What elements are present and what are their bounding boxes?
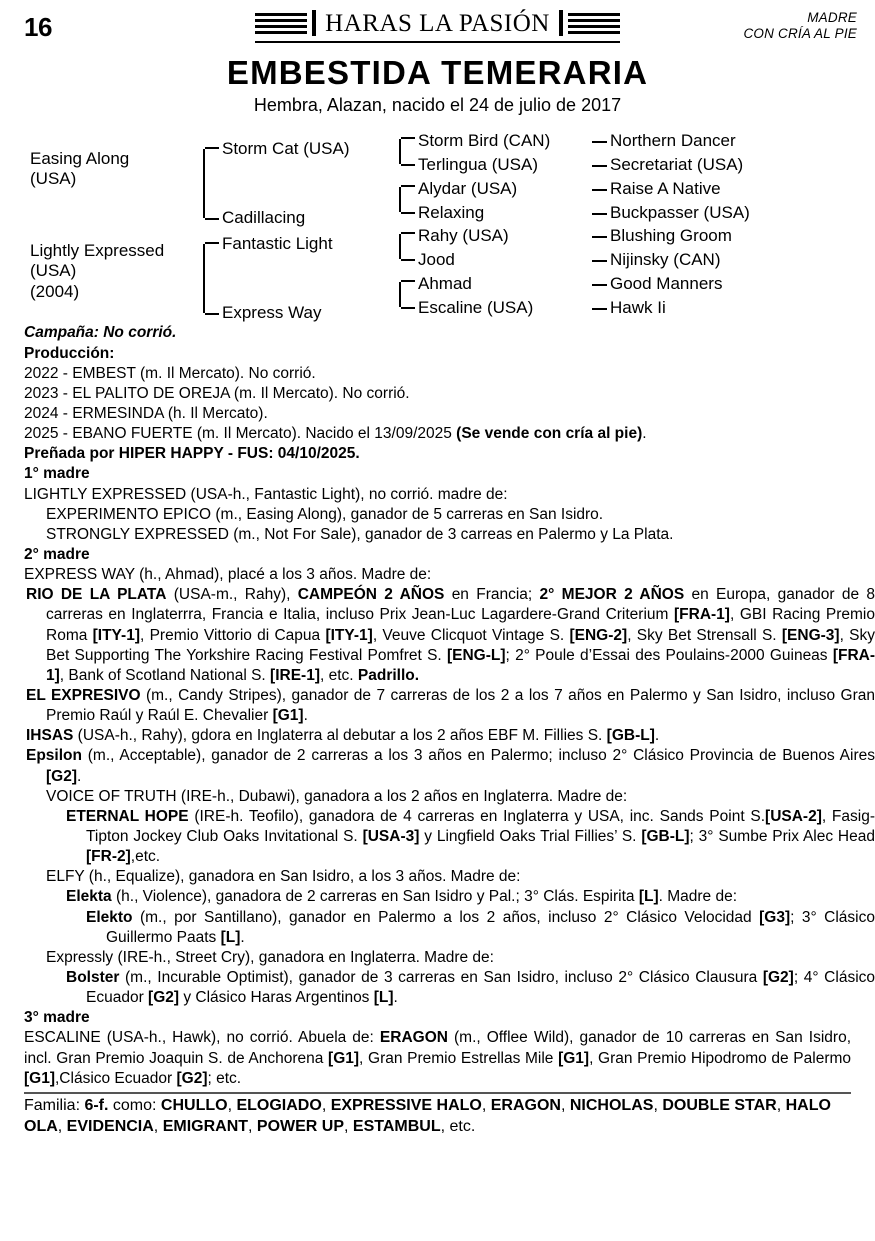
dam2-offspring-el-expresivo: EL EXPRESIVO (m., Candy Stripes), ganador de 7 carreras de los 2 a los 7 años en Palermo y San Isidro, incluso Gran Premio Raúl y Raúl E. Chevalier [G1]. xyxy=(26,686,875,725)
dash-g4-7 xyxy=(592,284,607,286)
lot-number: 16 xyxy=(24,12,52,42)
production-item-2025 xyxy=(0,424,875,444)
family-etc: , etc. xyxy=(440,1117,476,1135)
epsilon-name: Epsilon xyxy=(26,747,82,765)
family-name: ERAGON xyxy=(490,1096,561,1114)
dash-g4-1 xyxy=(592,141,607,143)
family-name: HALO OLA xyxy=(24,1096,831,1135)
bracket-dam xyxy=(203,244,205,313)
logo-vbar-left-icon xyxy=(312,10,316,36)
production-label: Producción: xyxy=(24,344,115,362)
expressly-offspring-bolster: Bolster (m., Incurable Optimist), ganador de 3 carreras en San Isidro, incluso 2° Clásico Clausura [G2]; 4° Clásico Ecuador [G2] y Clásico Haras Argentinos [L]. xyxy=(66,968,875,1007)
pedigree-g3-2: Terlingua (USA) xyxy=(418,155,538,175)
pedigree-g4-6: Nijinsky (CAN) xyxy=(610,250,721,270)
dam3-heading: 3° madre xyxy=(24,1009,90,1027)
pedigree-sire xyxy=(30,149,190,189)
pedigree-g3-7: Ahmad xyxy=(418,274,472,294)
pregnant-line: Preñada por HIPER HAPPY - FUS: 04/10/2025. xyxy=(24,445,360,463)
dam3-line: ESCALINE (USA-h., Hawk), no corrió. Abuela de: ERAGON (m., Offlee Wild), ganador de 10 carreras en San Isidro, incl. Gran Premio Joaquin S. de Anchorena [G1], Gran Premio Estrellas Mile [G1], Gran Premio Hipodromo de Palermo [G1],Clásico Ecuador [G2]; etc. xyxy=(24,1029,852,1087)
family-divider xyxy=(24,1092,851,1094)
pedigree-dam-origin: (USA) xyxy=(30,261,77,281)
animal-name: EMBESTIDA TEMERARIA xyxy=(226,54,649,91)
elekta-name: Elekta xyxy=(66,888,112,906)
pedigree-dam-name: Lightly Expressed xyxy=(30,241,165,261)
production-item-2024: 2024 - ERMESINDA (h. Il Mercato). xyxy=(24,405,268,422)
bracket-g3-a xyxy=(399,139,401,164)
production-2025-note: (Se vende con cría al pie) xyxy=(456,425,643,443)
dam2-offspring-elfy: ELFY (h., Equalize), ganadora en San Isidro, a los 3 años. Madre de: xyxy=(46,868,521,886)
bracket-g3-c xyxy=(399,234,401,259)
dam1-offspring-2: STRONGLY EXPRESSED (m., Not For Sale), ganador de 3 carreas en Palermo y La Plata. xyxy=(46,525,674,543)
logo-bars-left-icon xyxy=(255,13,307,34)
campaign-line: Campaña: No corrió. xyxy=(24,324,177,342)
pedigree-g4-3: Raise A Native xyxy=(610,179,721,199)
family-names: CHULLO, ELOGIADO, EXPRESSIVE HALO, ERAGON, NICHOLAS, DOUBLE STAR, HALO OLA, EVIDENCIA, EMIGRANT, POWER UP, ESTAMBUL xyxy=(24,1096,831,1135)
pedigree-tree xyxy=(0,129,875,321)
elfy-offspring-elekta: Elekta (h., Violence), ganadora de 2 carreras en San Isidro y Pal.; 3° Clás. Espirita [L]. Madre de: xyxy=(66,888,738,906)
elekto-name: Elekto xyxy=(86,908,133,926)
dam2-offspring-rio: RIO DE LA PLATA (USA-m., Rahy), CAMPEÓN 2 AÑOS en Francia; 2° MEJOR 2 AÑOS en Europa, ganador de 8 carreras en Inglaterrra, Francia e Italia, incluso Prix Jean-Luc Lagardere-Grand Criterium [FRA-1], GBI Racing Premio Roma [ITY-1], Premio Vittorio di Capua [ITY-1], Veuve Clicquot Vintage S. [ENG-2], Sky Bet Strensall S. [ENG-3], Sky Bet Supporting The Yorkshire Racing Festival Pomfret S. [ENG-L]; 2° Poule d’Essai des Poulains-2000 Guineas [FRA-1], Bank of Scotland National S. [IRE-1], etc. Padrillo. xyxy=(26,586,875,684)
dash-g4-5 xyxy=(592,236,607,238)
pedigree-g2-4: Express Way xyxy=(222,303,322,323)
eternal-hope-name: ETERNAL HOPE xyxy=(66,807,189,825)
bracket-g3-b xyxy=(399,187,401,212)
pedigree-g2-3: Fantastic Light xyxy=(222,234,333,254)
elekta-offspring-elekto: Elekto (m., por Santillano), ganador en Palermo a los 2 años, incluso 2° Clásico Velocidad [G3]; 3° Clásico Guillermo Paats [L]. xyxy=(86,908,875,946)
family-name: ELOGIADO xyxy=(236,1096,322,1114)
pedigree-text xyxy=(0,323,875,1137)
dam2-offspring-ihsas: IHSAS (USA-h., Rahy), gdora en Inglaterra al debutar a los 2 años EBF M. Fillies S. [GB-L]. xyxy=(26,727,660,745)
family-name: EMIGRANT xyxy=(162,1117,249,1135)
pedigree-g3-5: Rahy (USA) xyxy=(418,226,509,246)
pedigree-g2-2: Cadillacing xyxy=(222,208,306,228)
rio-name: RIO DE LA PLATA xyxy=(26,586,167,604)
ihsas-name: IHSAS xyxy=(26,727,74,745)
family-name: DOUBLE STAR xyxy=(662,1096,777,1114)
dash-g4-4 xyxy=(592,213,607,215)
family-como: como: xyxy=(108,1096,161,1114)
madre-badge-line2: CON CRÍA AL PIE xyxy=(743,25,857,41)
family-name: EXPRESSIVE HALO xyxy=(330,1096,482,1114)
eragon-name: ERAGON xyxy=(379,1029,448,1047)
pedigree-dam-year: (2004) xyxy=(30,281,80,301)
dam2-offspring-voice-of-truth: VOICE OF TRUTH (IRE-h., Dubawi), ganadora a los 2 años en Inglaterra. Madre de: xyxy=(46,787,628,805)
dam1-offspring-1: EXPERIMENTO EPICO (m., Easing Along), ganador de 5 carreras en San Isidro. xyxy=(46,505,604,523)
pedigree-g2-1: Storm Cat (USA) xyxy=(222,139,350,159)
production-2025-period: . xyxy=(642,425,647,443)
bracket-g3-d xyxy=(399,282,401,307)
dam1-line: LIGHTLY EXPRESSED (USA-h., Fantastic Light), no corrió. madre de: xyxy=(24,485,508,503)
pedigree-g4-2: Secretariat (USA) xyxy=(610,155,744,175)
brand-name: HARAS LA PASIÓN xyxy=(325,9,550,37)
production-item-2023: 2023 - EL PALITO DE OREJA (m. Il Mercato). No corrió. xyxy=(24,384,410,402)
family-name: CHULLO xyxy=(160,1096,228,1114)
pedigree-sire-name: Easing Along xyxy=(30,149,130,169)
pedigree-g3-3: Alydar (USA) xyxy=(418,179,518,199)
bracket-sire xyxy=(203,149,205,218)
pedigree-g3-6: Jood xyxy=(418,250,455,270)
pedigree-g3-4: Relaxing xyxy=(418,203,485,223)
family-name: NICHOLAS xyxy=(569,1096,654,1114)
logo-underline xyxy=(255,41,620,43)
pedigree-dam xyxy=(30,241,190,301)
dam2-heading: 2° madre xyxy=(24,545,90,563)
pedigree-g4-4: Buckpasser (USA) xyxy=(610,203,750,223)
logo-bars-right-icon xyxy=(568,13,620,34)
dam1-heading: 1° madre xyxy=(24,465,90,483)
animal-description: Hembra, Alazan, nacido el 24 de julio de 2017 xyxy=(253,94,622,115)
dash-g4-6 xyxy=(592,260,607,262)
family-label: Familia: xyxy=(24,1096,85,1114)
family-name: EVIDENCIA xyxy=(66,1117,154,1135)
production-2025-text: 2025 - EBANO FUERTE (m. Il Mercato). Nacido el 13/09/2025 xyxy=(24,425,457,443)
dam2-line: EXPRESS WAY (h., Ahmad), placé a los 3 años. Madre de: xyxy=(24,566,432,584)
dam2-offspring-expressly: Expressly (IRE-h., Street Cry), ganadora en Inglaterra. Madre de: xyxy=(46,948,494,966)
pedigree-g3-1: Storm Bird (CAN) xyxy=(418,131,551,151)
pedigree-g4-7: Good Manners xyxy=(610,274,723,294)
family-name: ESTAMBUL xyxy=(352,1117,441,1135)
family-name: POWER UP xyxy=(256,1117,345,1135)
dash-g4-3 xyxy=(592,189,607,191)
pedigree-g4-8: Hawk Ii xyxy=(610,298,666,318)
voice-offspring-eternal-hope: ETERNAL HOPE (IRE-h. Teofilo), ganadora de 4 carreras en Inglaterra y USA, inc. Sands Point S.[USA-2], Fasig-Tipton Jockey Club Oaks Invitational S. [USA-3] y Lingfield Oaks Trial Fillies’ S. [GB-L]; 3° Sumbe Prix Alec Head [FR-2],etc. xyxy=(66,807,875,866)
logo-vbar-right-icon xyxy=(559,10,563,36)
dash-g4-2 xyxy=(592,165,607,167)
pedigree-sire-origin: (USA) xyxy=(30,169,77,189)
madre-badge xyxy=(743,10,857,42)
madre-badge-line1: MADRE xyxy=(807,10,857,25)
dam2-offspring-epsilon: Epsilon (m., Acceptable), ganador de 2 carreras a los 3 años en Palermo; incluso 2° Clásico Provincia de Buenos Aires [G2]. xyxy=(26,747,875,785)
family-code: 6-f. xyxy=(84,1096,109,1114)
family-line xyxy=(0,1096,875,1138)
dash-g4-8 xyxy=(592,308,607,310)
el-expresivo-name: EL EXPRESIVO xyxy=(26,686,141,704)
pedigree-g4-5: Blushing Groom xyxy=(610,226,732,246)
pedigree-g4-1: Northern Dancer xyxy=(610,131,736,151)
production-item-2022: 2022 - EMBEST (m. Il Mercato). No corrió. xyxy=(24,364,316,382)
bolster-name: Bolster xyxy=(66,968,120,986)
pedigree-g3-8: Escaline (USA) xyxy=(418,298,534,318)
page-header xyxy=(0,0,875,52)
